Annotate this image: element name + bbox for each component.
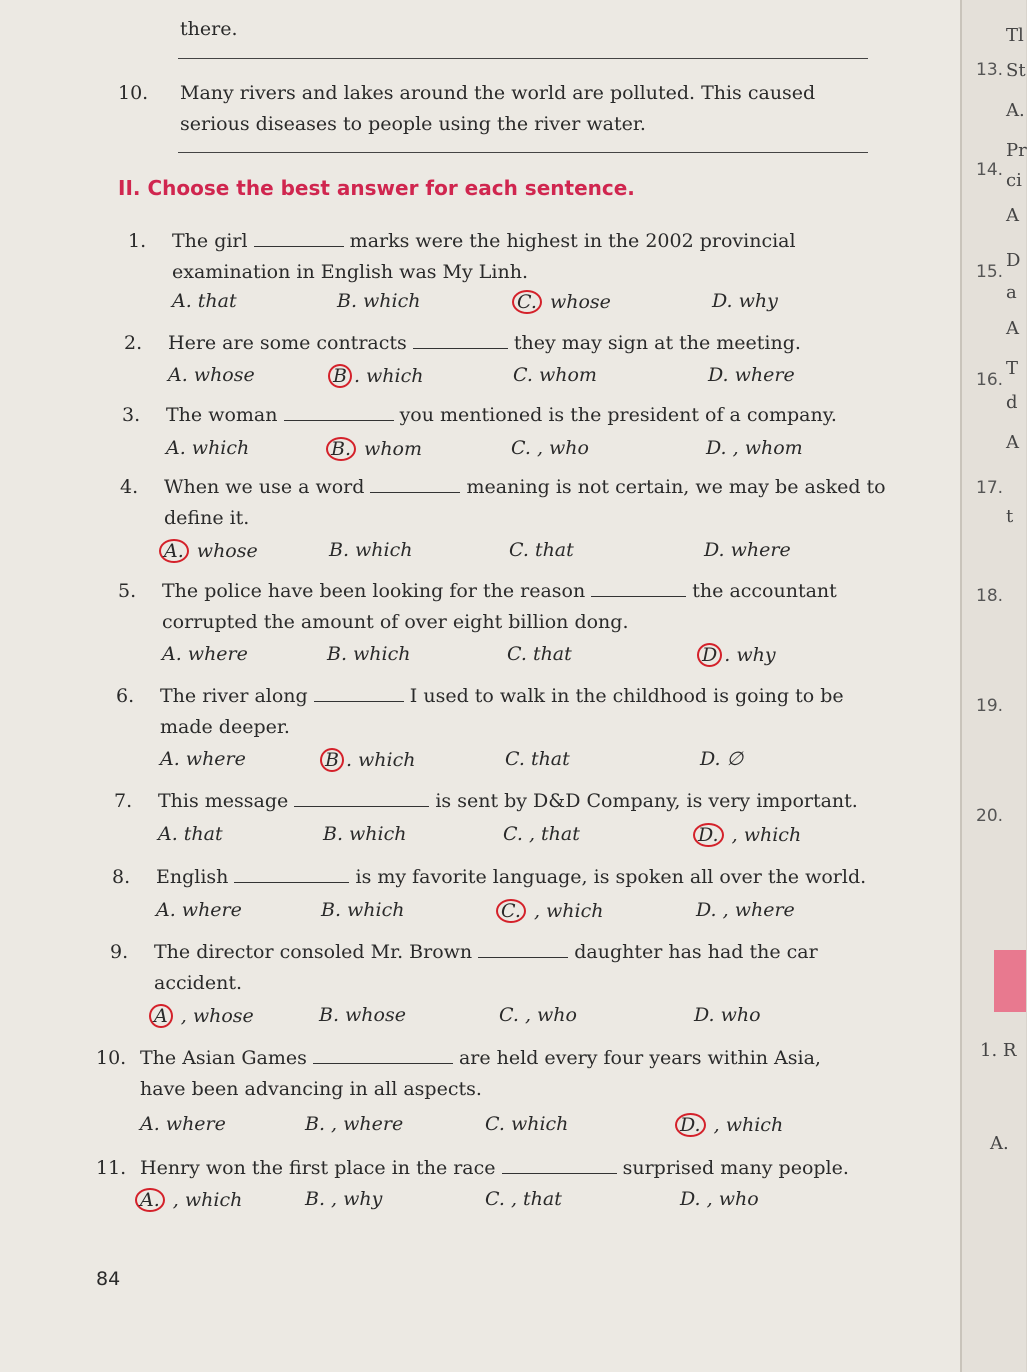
option-text: whose xyxy=(190,540,258,562)
question-stem xyxy=(154,937,884,999)
option-a[interactable]: A. which xyxy=(166,437,250,459)
stem-after-blank: marks were the highest in the 2002 provincial examination in English was My Linh. xyxy=(172,230,796,283)
side-page-number: 16. xyxy=(976,370,1004,390)
option-b[interactable]: B. which xyxy=(337,290,421,312)
pink-tab xyxy=(994,950,1026,1012)
question-number: 2. xyxy=(124,332,143,354)
option-c[interactable]: C. that xyxy=(505,748,570,770)
side-page-number: 18. xyxy=(976,586,1004,606)
option-a[interactable]: A. whose xyxy=(168,364,255,386)
option-b[interactable]: B. which xyxy=(321,899,405,921)
side-page-fragment: A xyxy=(1006,205,1019,226)
option-c[interactable]: C. which xyxy=(485,1113,569,1135)
stem-before-blank: English xyxy=(156,866,235,888)
question-stem xyxy=(166,400,896,431)
option-d[interactable]: D. , where xyxy=(696,899,795,921)
stem-after-blank: I used to walk in the childhood is going to be made deeper. xyxy=(160,685,844,738)
side-page-fragment: St xyxy=(1006,60,1026,81)
option-c[interactable]: C. that xyxy=(509,539,574,561)
side-page-number: 20. xyxy=(976,806,1004,826)
answer-blank[interactable] xyxy=(254,227,344,247)
answer-blank[interactable] xyxy=(478,938,568,958)
option-c[interactable] xyxy=(517,290,611,314)
question-stem xyxy=(172,226,902,288)
option-b[interactable]: B. , where xyxy=(305,1113,404,1135)
answer-blank[interactable] xyxy=(314,682,404,702)
stem-before-blank: Here are some contracts xyxy=(168,332,413,354)
option-d[interactable]: D. who xyxy=(694,1004,761,1026)
option-a[interactable]: A. where xyxy=(156,899,242,921)
answer-circle-mark: C. xyxy=(512,290,542,314)
question-stem xyxy=(140,1043,870,1105)
previous-answer-text: there. xyxy=(180,18,238,40)
side-page-number: 19. xyxy=(976,696,1004,716)
option-d[interactable]: D. where xyxy=(708,364,795,386)
question-number: 9. xyxy=(110,941,129,963)
side-page-fragment: d xyxy=(1006,392,1018,413)
option-b[interactable] xyxy=(333,364,424,388)
option-d[interactable]: D. why xyxy=(712,290,778,312)
question-stem xyxy=(162,576,892,638)
side-page-fragment: A xyxy=(1006,318,1019,339)
stem-before-blank: The girl xyxy=(172,230,254,252)
option-a[interactable]: A. that xyxy=(172,290,237,312)
option-d[interactable]: D. ∅ xyxy=(700,748,744,770)
stem-before-blank: Henry won the first place in the race xyxy=(140,1157,502,1179)
question-stem xyxy=(164,472,894,534)
answer-circle-mark: D xyxy=(697,643,722,667)
stem-after-blank: surprised many people. xyxy=(616,1157,849,1179)
option-text: , which xyxy=(725,824,802,846)
option-a[interactable]: A. where xyxy=(140,1113,226,1135)
section-title: II. Choose the best answer for each sentence. xyxy=(118,176,635,200)
option-text: whom xyxy=(358,438,423,460)
side-page-fragment: 1. R xyxy=(980,1040,1017,1061)
question-number: 7. xyxy=(114,790,133,812)
answer-blank[interactable] xyxy=(234,863,349,883)
option-a[interactable]: A. where xyxy=(162,643,248,665)
side-page-fragment: A. xyxy=(1006,100,1025,121)
answer-blank[interactable] xyxy=(284,401,394,421)
answer-circle-mark: A xyxy=(149,1004,173,1028)
option-c[interactable]: C. whom xyxy=(513,364,597,386)
rewrite-question-number: 10. xyxy=(118,82,149,104)
answer-circle-mark: B xyxy=(328,364,352,388)
stem-before-blank: The Asian Games xyxy=(140,1047,313,1069)
side-page-number: 17. xyxy=(976,478,1004,498)
stem-before-blank: The police have been looking for the reason xyxy=(162,580,592,602)
rewrite-question-text: Many rivers and lakes around the world are polluted. This caused serious diseases to people using the river water. xyxy=(180,82,816,135)
option-a[interactable]: A. that xyxy=(158,823,223,845)
stem-after-blank: the accountant corrupted the amount of over eight billion dong. xyxy=(162,580,837,633)
option-text: . which xyxy=(345,749,416,771)
option-a[interactable] xyxy=(140,1188,242,1212)
option-c[interactable]: C. , who xyxy=(499,1004,577,1026)
stem-after-blank: are held every four years within Asia, have been advancing in all aspects. xyxy=(140,1047,821,1100)
side-page-fragment: a xyxy=(1006,282,1017,303)
side-page-number: 14. xyxy=(976,160,1004,180)
side-page-fragment: D xyxy=(1006,250,1021,271)
stem-after-blank: they may sign at the meeting. xyxy=(507,332,801,354)
stem-before-blank: The woman xyxy=(166,404,284,426)
option-b[interactable]: B. which xyxy=(327,643,411,665)
side-page-fragment: Tl xyxy=(1006,25,1024,46)
question-stem xyxy=(160,681,890,743)
side-page-fragment: T xyxy=(1006,358,1019,379)
option-c[interactable]: C. that xyxy=(507,643,572,665)
side-page-fragment: A. xyxy=(990,1133,1009,1154)
stem-before-blank: This message xyxy=(158,790,295,812)
option-d[interactable] xyxy=(698,823,801,847)
option-d[interactable] xyxy=(680,1113,783,1137)
option-b[interactable]: B. which xyxy=(329,539,413,561)
option-b[interactable]: B. whose xyxy=(319,1004,406,1026)
option-c[interactable]: C. , who xyxy=(511,437,589,459)
answer-blank[interactable] xyxy=(313,1044,453,1064)
side-page-number: 13. xyxy=(976,60,1004,80)
stem-after-blank: is sent by D&D Company, is very important. xyxy=(429,790,858,812)
option-a[interactable]: A. where xyxy=(160,748,246,770)
answer-line xyxy=(178,58,868,59)
answer-blank[interactable] xyxy=(370,473,460,493)
question-number: 1. xyxy=(128,230,147,252)
answer-circle-mark: C. xyxy=(496,899,526,923)
answer-blank[interactable] xyxy=(294,787,429,807)
option-text: , which xyxy=(707,1114,784,1136)
side-page-number: 15. xyxy=(976,262,1004,282)
option-text: . why xyxy=(724,644,776,666)
answer-circle-mark: D. xyxy=(693,823,724,847)
adjacent-page-edge xyxy=(960,0,1026,1372)
question-number: 8. xyxy=(112,866,131,888)
question-number: 10. xyxy=(96,1047,127,1069)
answer-circle-mark: B. xyxy=(326,437,356,461)
option-c[interactable] xyxy=(501,899,603,923)
option-text: whose xyxy=(543,291,611,313)
answer-blank[interactable] xyxy=(591,577,686,597)
side-page-fragment: A xyxy=(1006,432,1019,453)
question-number: 4. xyxy=(120,476,139,498)
option-a[interactable] xyxy=(154,1004,254,1028)
stem-after-blank: you mentioned is the president of a company. xyxy=(393,404,837,426)
question-stem xyxy=(158,786,888,817)
stem-after-blank: is my favorite language, is spoken all over the world. xyxy=(349,866,867,888)
question-number: 11. xyxy=(96,1157,127,1179)
option-b[interactable]: B. , why xyxy=(305,1188,383,1210)
option-text: . which xyxy=(353,365,424,387)
stem-before-blank: The river along xyxy=(160,685,314,707)
option-d[interactable]: D. where xyxy=(704,539,791,561)
answer-blank[interactable] xyxy=(413,329,508,349)
option-d[interactable] xyxy=(702,643,776,667)
stem-before-blank: The director consoled Mr. Brown xyxy=(154,941,479,963)
question-stem xyxy=(140,1153,870,1184)
option-a[interactable] xyxy=(164,539,258,563)
question-number: 3. xyxy=(122,404,141,426)
question-number: 6. xyxy=(116,685,135,707)
option-c[interactable]: C. , that xyxy=(503,823,580,845)
answer-circle-mark: A. xyxy=(159,539,189,563)
answer-circle-mark: A. xyxy=(135,1188,165,1212)
option-b[interactable] xyxy=(331,437,422,461)
option-c[interactable]: C. , that xyxy=(485,1188,562,1210)
stem-before-blank: When we use a word xyxy=(164,476,371,498)
side-page-fragment: ci xyxy=(1006,170,1022,191)
question-stem xyxy=(156,862,886,893)
option-b[interactable]: B. which xyxy=(323,823,407,845)
answer-line xyxy=(178,152,868,153)
option-text: , which xyxy=(527,900,604,922)
option-text: , which xyxy=(166,1189,243,1211)
stem-after-blank: daughter has had the car accident. xyxy=(154,941,818,994)
side-page-fragment: t xyxy=(1006,506,1014,527)
question-stem xyxy=(168,328,898,359)
answer-circle-mark: D. xyxy=(675,1113,706,1137)
page-number: 84 xyxy=(96,1268,121,1290)
option-d[interactable]: D. , whom xyxy=(706,437,803,459)
side-page-fragment: Pr xyxy=(1006,140,1027,161)
stem-after-blank: meaning is not certain, we may be asked to define it. xyxy=(164,476,886,529)
answer-circle-mark: B xyxy=(320,748,344,772)
option-text: , whose xyxy=(174,1005,254,1027)
question-number: 5. xyxy=(118,580,137,602)
option-d[interactable]: D. , who xyxy=(680,1188,759,1210)
option-b[interactable] xyxy=(325,748,416,772)
answer-blank[interactable] xyxy=(502,1154,617,1174)
